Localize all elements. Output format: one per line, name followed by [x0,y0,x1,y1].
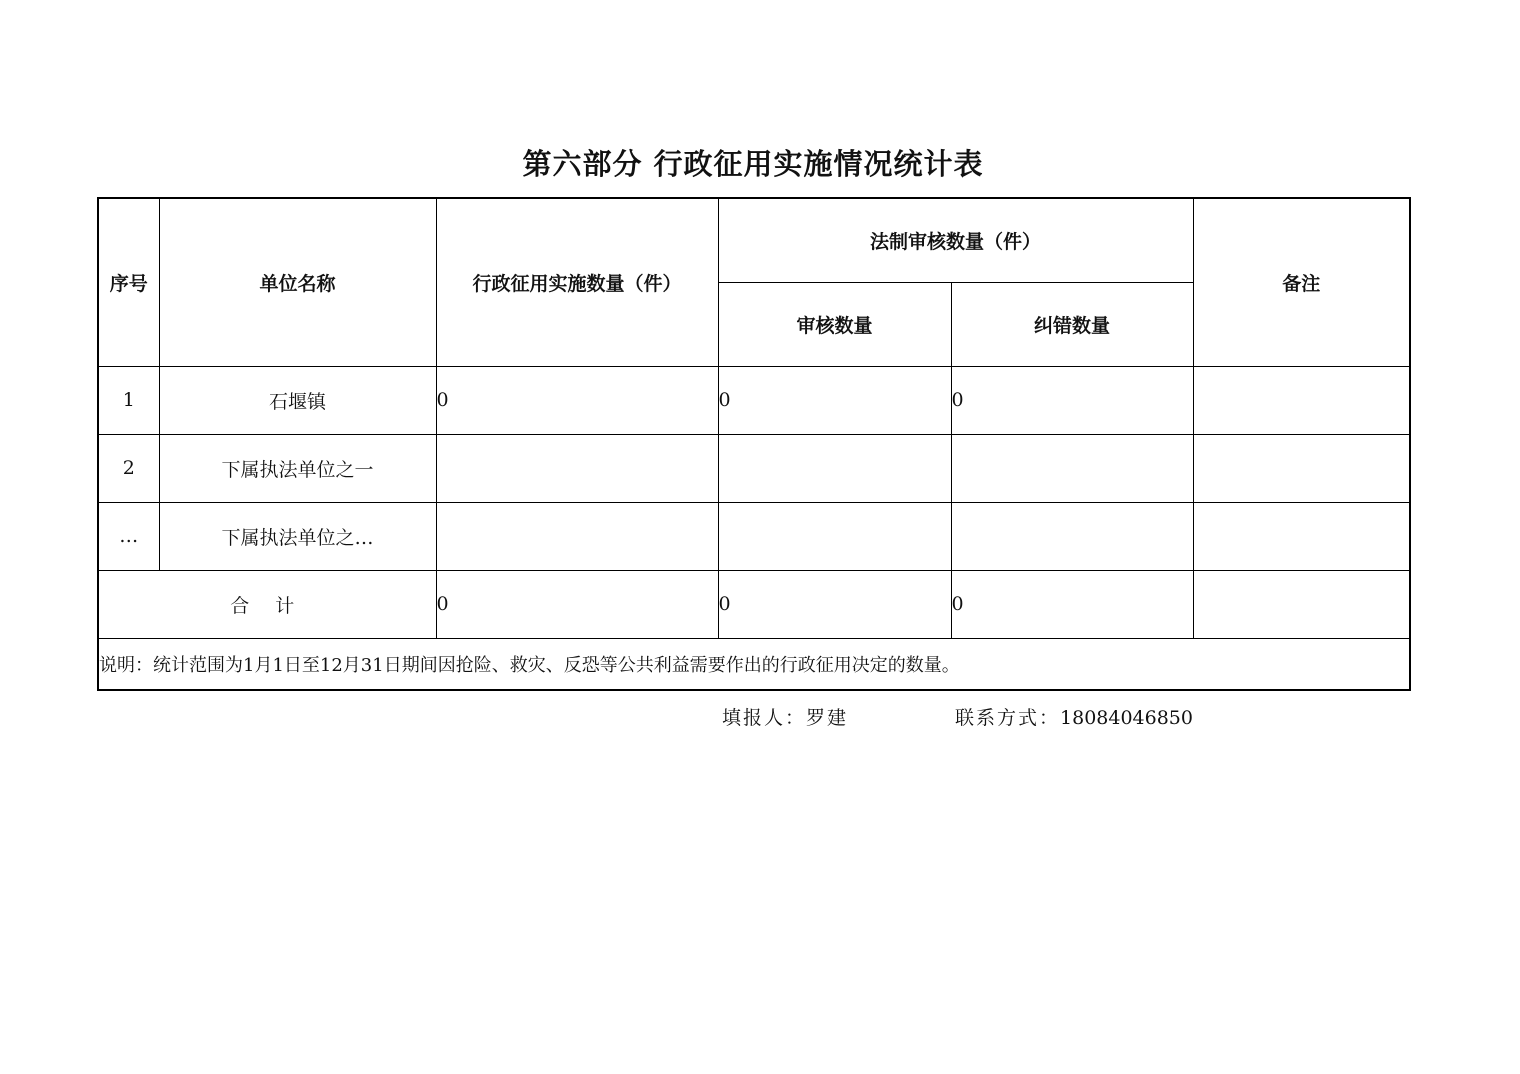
total-row [98,570,1410,638]
table-row [98,502,1410,570]
contact-info [955,703,1193,730]
row-seq: 1 [98,366,159,434]
header-legal-review: 法制审核数量（件） [718,198,1193,282]
header-review-count: 审核数量 [718,282,951,366]
row-remarks [1193,502,1410,570]
row-remarks [1193,366,1410,434]
row-unit-name: 石堰镇 [159,366,436,434]
filler-label: 填报人： [722,707,807,729]
row-review-count: 0 [718,366,951,434]
row-correction-count: 0 [951,366,1193,434]
row-requisition-count: 0 [436,366,718,434]
total-remarks [1193,570,1410,638]
row-unit-name: 下属执法单位之一 [159,434,436,502]
filler-name: 罗建 [806,707,849,729]
row-seq: 2 [98,434,159,502]
total-correction-count: 0 [951,570,1193,638]
row-unit-name: 下属执法单位之… [159,502,436,570]
statistics-table [97,197,1411,691]
note-row [98,638,1410,690]
table-row [98,434,1410,502]
row-correction-count [951,502,1193,570]
row-review-count [718,502,951,570]
contact-label: 联系方式： [955,707,1061,729]
row-remarks [1193,434,1410,502]
total-review-count: 0 [718,570,951,638]
table-row [98,366,1410,434]
row-correction-count [951,434,1193,502]
page-title: 第六部分 行政征用实施情况统计表 [522,147,984,181]
row-requisition-count [436,502,718,570]
header-seq: 序号 [98,198,159,366]
row-review-count [718,434,951,502]
total-requisition-count: 0 [436,570,718,638]
header-unit-name: 单位名称 [159,198,436,366]
header-remarks: 备注 [1193,198,1410,366]
row-seq: … [98,502,159,570]
row-requisition-count [436,434,718,502]
header-row-1 [98,198,1410,282]
filler-info [722,703,848,730]
table-note: 说明：统计范围为1月1日至12月31日期间因抢险、救灾、反恐等公共利益需要作出的行政征用决定的数量。 [98,638,1410,690]
total-label: 合 计 [98,570,436,638]
header-correction-count: 纠错数量 [951,282,1193,366]
header-requisition-count: 行政征用实施数量（件） [436,198,718,366]
contact-phone: 18084046850 [1060,707,1193,729]
